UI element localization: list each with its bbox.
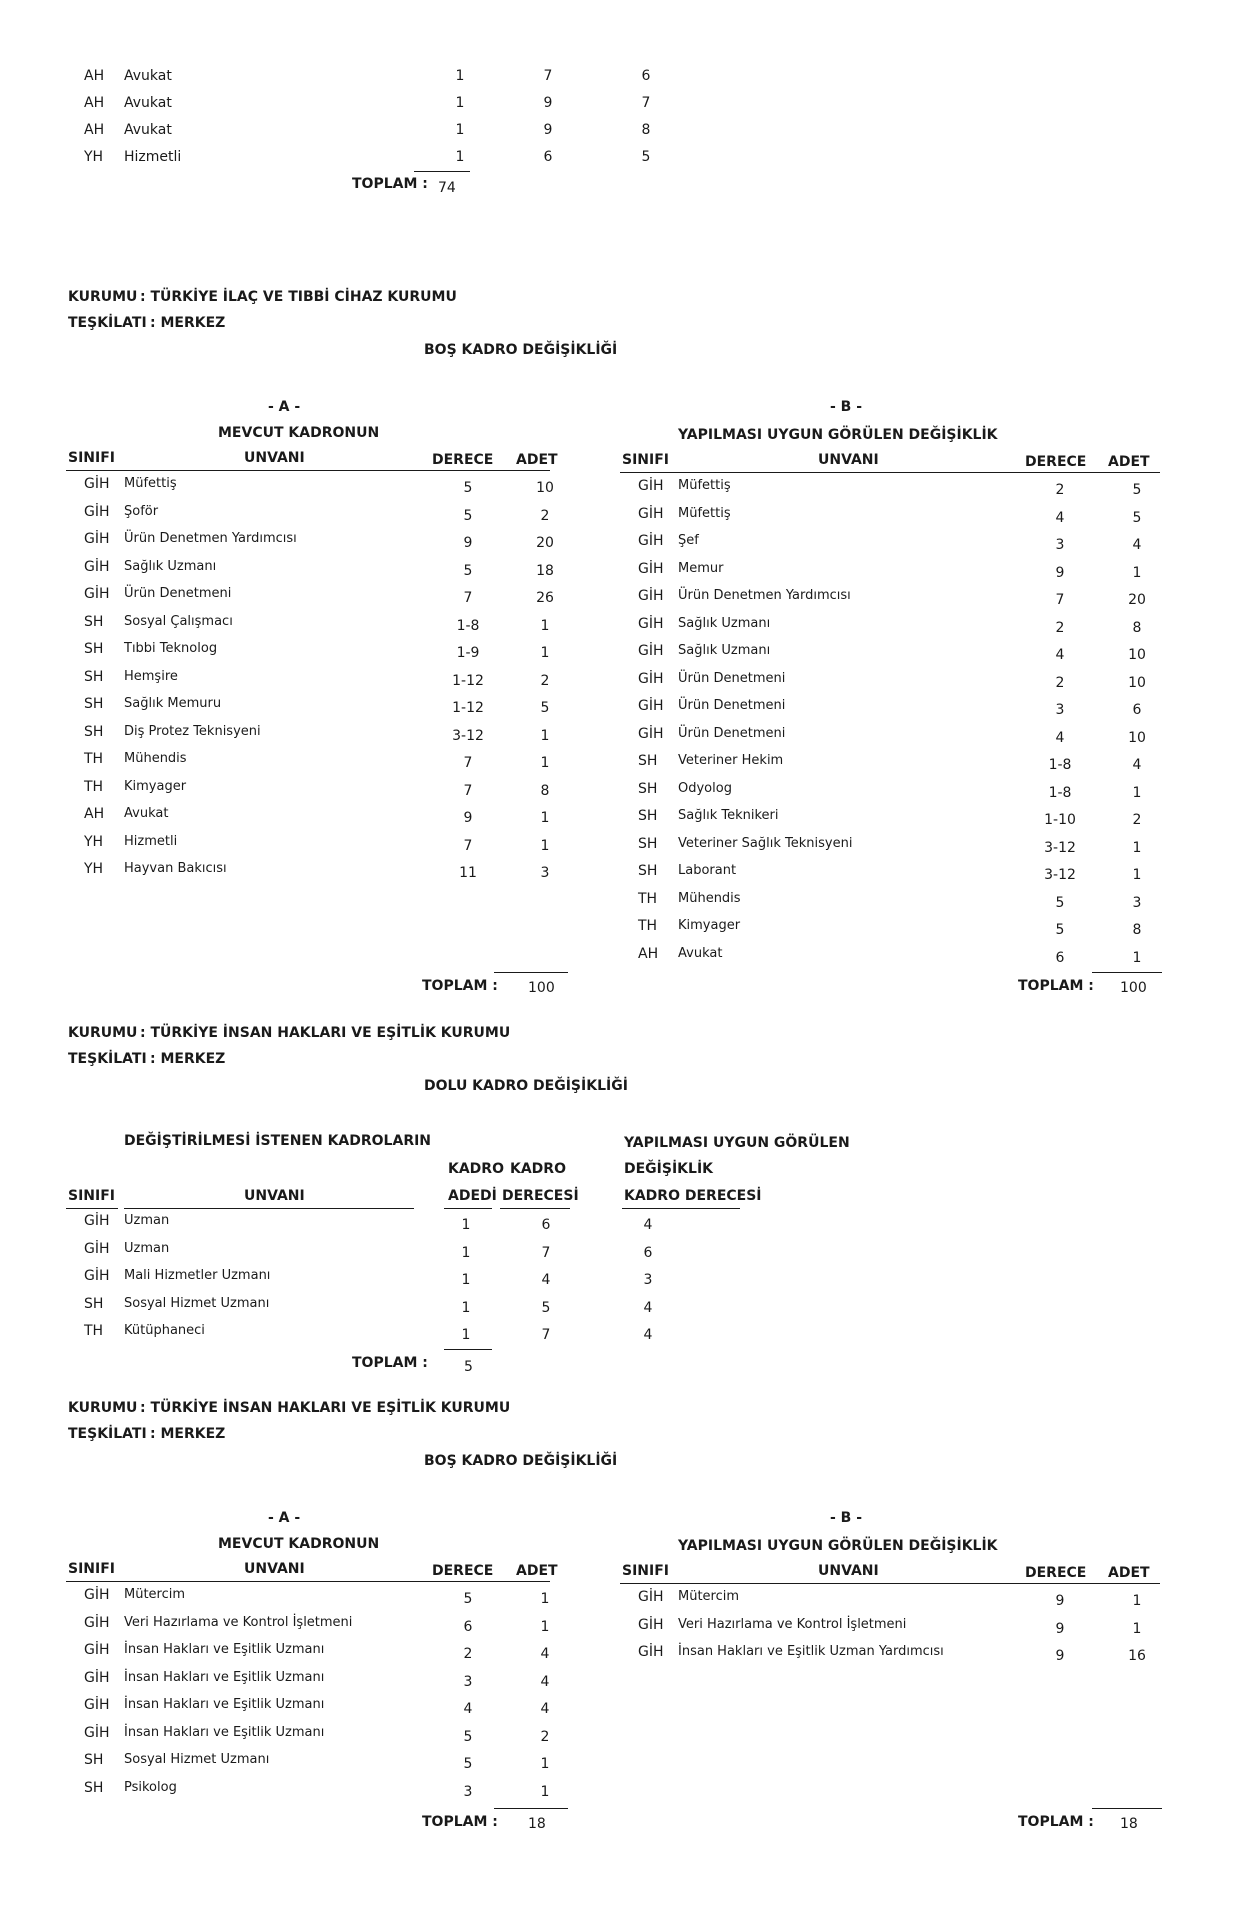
section3-a-row-sinif: GİH (84, 1697, 110, 1713)
section3-b-col-derece: DERECE (1025, 1565, 1087, 1581)
s2-row-yeni: 4 (643, 1217, 653, 1233)
section3-a-row-adet: 1 (540, 1591, 550, 1607)
section3-a-row-adet: 4 (540, 1646, 550, 1662)
section1-a-row-unvan: Müfettiş (124, 476, 177, 491)
section1-a-row-unvan: Sağlık Memuru (124, 696, 222, 711)
section3-a-row-sinif: GİH (84, 1669, 110, 1686)
s2-teskilati-value: : MERKEZ (150, 1051, 226, 1067)
section1-a-row-derece: 1-8 (456, 617, 480, 634)
section1-b-row-unvan: Müfettiş (678, 505, 731, 521)
s1-b-mark: - B - (830, 399, 863, 415)
s1-teskilati-value: : MERKEZ (150, 315, 226, 331)
section1-b-row-derece: 1-8 (1048, 757, 1072, 773)
section3-b-row-unvan: Veri Hazırlama ve Kontrol İşletmeni (678, 1616, 907, 1632)
section3-b-total-value: 18 (1120, 1816, 1138, 1832)
s2-row-adet: 1 (461, 1299, 471, 1316)
section1-b-row-sinif: SH (638, 780, 658, 797)
s1-b-heading: YAPILMASI UYGUN GÖRÜLEN DEĞİŞİKLİK (678, 427, 998, 443)
top-row-unvan: Hizmetli (124, 149, 182, 165)
section1-a-row-unvan: Hemşire (124, 668, 178, 684)
s2-teskilati-label: TEŞKİLATI (68, 1051, 147, 1067)
section1-b-row-derece: 7 (1055, 592, 1065, 608)
s2-header-rule-unvan (124, 1208, 414, 1209)
section3-a-row-adet: 4 (540, 1673, 550, 1690)
section1-b-row-unvan: Müfettiş (678, 478, 731, 493)
section1-b-row-sinif: SH (638, 808, 658, 824)
section3-a-row-sinif: SH (84, 1752, 104, 1768)
section1-b-row-sinif: AH (638, 945, 659, 962)
top-row-sinif: AH (84, 68, 105, 84)
section3-b-row-sinif: GİH (638, 1644, 664, 1660)
s3-a-mark: - A - (268, 1510, 301, 1526)
section1-b-row-adet: 1 (1132, 949, 1142, 966)
s1-title: BOŞ KADRO DEĞİŞİKLİĞİ (424, 342, 618, 358)
section1-a-row-unvan: Diş Protez Teknisyeni (124, 723, 261, 739)
s2-row-derece: 4 (541, 1272, 551, 1288)
section1-b-header-rule (620, 472, 1160, 473)
section1-a-row-derece: 7 (463, 782, 473, 799)
section3-a-row-sinif: GİH (84, 1587, 110, 1603)
s2-row-unvan: Kütüphaneci (124, 1323, 205, 1338)
section3-a-col-derece: DERECE (432, 1563, 494, 1579)
s1-a-mark: - A - (268, 399, 301, 415)
section1-b-row-adet: 1 (1132, 839, 1142, 856)
s2-right-heading-1: YAPILMASI UYGUN GÖRÜLEN (624, 1135, 850, 1151)
section1-b-row-derece: 1-8 (1048, 784, 1072, 801)
section1-b-row-unvan: Sağlık Uzmanı (678, 643, 771, 658)
top-row-sinif: AH (84, 95, 105, 111)
top-total-label: TOPLAM : (352, 176, 428, 192)
section3-a-row-sinif: GİH (84, 1724, 110, 1741)
top-row-c2: 7 (543, 68, 553, 84)
section1-b-row-adet: 10 (1128, 674, 1146, 691)
section1-b-row-derece: 4 (1055, 729, 1065, 746)
section3-b-row-unvan: Mütercim (678, 1589, 740, 1604)
section3-b-row-adet: 1 (1132, 1593, 1142, 1609)
section1-a-row-unvan: Ürün Denetmen Yardımcısı (124, 531, 297, 546)
section3-b-row-sinif: GİH (638, 1589, 664, 1605)
section1-a-row-derece: 1-9 (456, 645, 480, 661)
s3-b-heading: YAPILMASI UYGUN GÖRÜLEN DEĞİŞİKLİK (678, 1538, 998, 1554)
section1-a-row-unvan: Hayvan Bakıcısı (124, 861, 227, 876)
section1-a-row-unvan: Ürün Denetmeni (124, 586, 232, 601)
section1-b-row-adet: 2 (1132, 812, 1142, 828)
section1-a-row-sinif: GİH (84, 558, 110, 575)
section1-b-row-sinif: GİH (638, 725, 664, 742)
section1-b-row-adet: 3 (1132, 894, 1142, 911)
s2-total-label: TOPLAM : (352, 1354, 428, 1371)
section1-a-row-sinif: SH (84, 613, 104, 630)
section3-b-row-derece: 9 (1055, 1648, 1065, 1664)
section3-b-row-unvan: İnsan Hakları ve Eşitlik Uzman Yardımcısı (678, 1644, 944, 1659)
s2-row-adet: 1 (461, 1272, 471, 1288)
s2-title: DOLU KADRO DEĞİŞİKLİĞİ (424, 1078, 628, 1094)
section1-b-row-adet: 20 (1128, 592, 1146, 608)
top-table (0, 68, 1252, 218)
section1-b-row-derece: 9 (1055, 564, 1065, 581)
section3-a-row-derece: 5 (463, 1728, 473, 1745)
section1-b-row-adet: 1 (1132, 564, 1142, 581)
section3-b-row-adet: 16 (1128, 1648, 1146, 1664)
s2-row-derece: 6 (541, 1217, 551, 1233)
section1-b-col-sinif: SINIFI (622, 452, 669, 468)
section1-b-row-adet: 4 (1132, 537, 1142, 553)
section1-b-row-sinif: SH (638, 863, 658, 879)
s2-row-yeni: 4 (643, 1327, 653, 1343)
section3-b-col-sinif: SINIFI (622, 1563, 669, 1579)
section3-a-row-sinif: GİH (84, 1614, 110, 1631)
section1-a-row-derece: 9 (463, 535, 473, 551)
section1-a-row-sinif: SH (84, 668, 104, 685)
section1-a-row-derece: 1-12 (452, 672, 484, 689)
section3-a-row-derece: 4 (463, 1701, 473, 1717)
section3-b-total-rule (1092, 1808, 1162, 1809)
section3-a-row-unvan: Psikolog (124, 1779, 177, 1795)
s2-row-derece: 7 (541, 1244, 551, 1261)
section3-a-row-unvan: İnsan Hakları ve Eşitlik Uzmanı (124, 1724, 325, 1740)
section3-a-row-derece: 3 (463, 1673, 473, 1690)
section1-b-total-label: TOPLAM : (1018, 978, 1094, 994)
section1-b-row-derece: 2 (1055, 482, 1065, 498)
s3-b-table (0, 1563, 1252, 1863)
section1-b-row-derece: 3 (1055, 702, 1065, 718)
s2-row-unvan: Uzman (124, 1240, 170, 1256)
section3-b-row-derece: 9 (1055, 1593, 1065, 1609)
s2-row-derece: 7 (541, 1327, 551, 1343)
s2-right-heading-2: DEĞİŞİKLİK (624, 1161, 714, 1177)
section1-b-row-sinif: GİH (638, 643, 664, 659)
section1-b-row-derece: 6 (1055, 949, 1065, 966)
section1-a-row-derece: 7 (463, 755, 473, 771)
section1-b-row-sinif: SH (638, 753, 658, 769)
section3-b-row-derece: 9 (1055, 1620, 1065, 1637)
section1-b-row-sinif: TH (638, 918, 658, 934)
section3-a-row-derece: 6 (463, 1618, 473, 1635)
s2-left-heading: DEĞİŞTİRİLMESİ İSTENEN KADROLARIN (124, 1133, 432, 1149)
top-total-rule (414, 171, 470, 172)
section3-a-row-unvan: Sosyal Hizmet Uzmanı (124, 1752, 270, 1767)
section1-a-row-derece: 7 (463, 837, 473, 854)
section1-b-row-derece: 2 (1055, 674, 1065, 691)
top-row-c2: 9 (543, 95, 553, 111)
section1-b-row-sinif: GİH (638, 533, 664, 549)
s1-kurumu-value: : TÜRKİYE İLAÇ VE TIBBİ CİHAZ KURUMU (140, 289, 457, 305)
section1-a-row-sinif: AH (84, 806, 105, 822)
section1-b-row-unvan: Sağlık Teknikeri (678, 808, 779, 823)
s3-teskilati-value: : MERKEZ (150, 1426, 226, 1442)
section1-a-row-derece: 7 (463, 590, 473, 606)
section1-b-row-adet: 1 (1132, 784, 1142, 801)
section1-a-row-sinif: GİH (84, 586, 110, 602)
section1-b-row-derece: 4 (1055, 509, 1065, 526)
section1-a-row-adet: 1 (540, 837, 550, 854)
section3-a-row-adet: 1 (540, 1756, 550, 1772)
top-row-unvan: Avukat (124, 95, 172, 111)
top-row-sinif: YH (84, 149, 104, 165)
section3-a-row-adet: 4 (540, 1701, 550, 1717)
section1-b-row-derece: 3 (1055, 537, 1065, 553)
s2-right-col: KADRO DERECESİ (624, 1188, 762, 1204)
section1-b-row-adet: 4 (1132, 757, 1142, 773)
s2-header-rule-adedi (444, 1208, 492, 1209)
section1-a-row-sinif: SH (84, 696, 104, 712)
section1-b-row-adet: 6 (1132, 702, 1142, 718)
section1-a-row-sinif: SH (84, 641, 104, 657)
section1-b-row-sinif: GİH (638, 615, 664, 632)
section1-a-row-adet: 3 (540, 865, 550, 881)
section1-a-row-adet: 8 (540, 782, 550, 799)
section1-a-row-derece: 5 (463, 507, 473, 524)
section3-a-row-adet: 2 (540, 1728, 550, 1745)
s2-total-value: 5 (464, 1358, 473, 1375)
section1-a-total-value: 100 (528, 980, 555, 996)
section1-b-row-adet: 8 (1132, 619, 1142, 636)
s2-row-sinif: GİH (84, 1240, 110, 1257)
section1-b-row-derece: 1-10 (1044, 812, 1076, 828)
section1-b-row-derece: 5 (1055, 894, 1065, 911)
section3-a-row-sinif: SH (84, 1779, 104, 1796)
section1-b-row-unvan: Veteriner Sağlık Teknisyeni (678, 835, 853, 851)
section1-a-row-sinif: GİH (84, 503, 110, 520)
section3-a-row-derece: 5 (463, 1591, 473, 1607)
section1-b-total-value: 100 (1120, 980, 1147, 996)
top-row-c3: 5 (641, 149, 651, 165)
section1-b-col-unvan: UNVANI (818, 452, 879, 468)
section3-a-row-unvan: İnsan Hakları ve Eşitlik Uzmanı (124, 1642, 325, 1657)
section1-a-row-adet: 2 (540, 672, 550, 689)
section1-a-row-sinif: GİH (84, 531, 110, 547)
section1-a-row-adet: 1 (540, 727, 550, 744)
s2-col-sinif: SINIFI (68, 1188, 115, 1204)
top-row-c1: 1 (455, 149, 465, 165)
section1-a-row-sinif: TH (84, 778, 104, 795)
top-row-c1: 1 (455, 95, 465, 111)
section1-a-row-adet: 26 (536, 590, 554, 606)
section1-a-row-adet: 5 (540, 700, 550, 716)
section1-a-row-unvan: Sağlık Uzmanı (124, 558, 217, 574)
top-row-c2: 6 (543, 149, 553, 165)
section1-a-row-unvan: Şoför (124, 503, 159, 519)
section1-b-row-unvan: Ürün Denetmen Yardımcısı (678, 588, 851, 603)
section1-a-row-sinif: TH (84, 751, 104, 767)
top-row-unvan: Avukat (124, 122, 172, 138)
section1-b-row-unvan: Memur (678, 560, 724, 576)
s2-row-derece: 5 (541, 1299, 551, 1316)
section1-b-row-unvan: Laborant (678, 863, 737, 878)
section1-a-row-adet: 2 (540, 507, 550, 524)
s2-row-yeni: 6 (643, 1244, 653, 1261)
s2-total-rule (444, 1349, 492, 1350)
section1-b-row-derece: 3-12 (1044, 839, 1076, 856)
s2-row-sinif: GİH (84, 1213, 110, 1229)
s2-row-adet: 1 (461, 1327, 471, 1343)
section3-a-row-sinif: GİH (84, 1642, 110, 1658)
section1-a-row-unvan: Sosyal Çalışmacı (124, 613, 233, 629)
section1-a-row-unvan: Tıbbi Teknolog (124, 641, 218, 656)
s2-col-adedi: ADEDİ (448, 1188, 497, 1204)
s2-header-rule-derecesi (500, 1208, 570, 1209)
s2-kurumu-label: KURUMU (68, 1025, 138, 1041)
section3-a-row-adet: 1 (540, 1618, 550, 1635)
top-row-c3: 6 (641, 68, 651, 84)
section1-a-col-unvan: UNVANI (244, 450, 305, 466)
section3-a-row-derece: 2 (463, 1646, 473, 1662)
section1-a-row-sinif: SH (84, 723, 104, 740)
section1-b-row-derece: 5 (1055, 922, 1065, 938)
section3-b-row-sinif: GİH (638, 1616, 664, 1633)
s2-col-derecesi: DERECESİ (502, 1188, 579, 1204)
section3-b-row-adet: 1 (1132, 1620, 1142, 1637)
section3-b-col-unvan: UNVANI (818, 1563, 879, 1579)
section3-a-total-value: 18 (528, 1816, 546, 1832)
section1-b-row-adet: 10 (1128, 647, 1146, 663)
section1-a-row-adet: 1 (540, 645, 550, 661)
section1-a-row-adet: 18 (536, 562, 554, 579)
section1-a-col-adet: ADET (516, 452, 558, 468)
section1-a-row-adet: 1 (540, 755, 550, 771)
section1-b-row-adet: 8 (1132, 922, 1142, 938)
s1-a-heading: MEVCUT KADRONUN (218, 425, 380, 441)
s2-col-kadro2: KADRO (510, 1161, 566, 1177)
section1-b-row-adet: 10 (1128, 729, 1146, 746)
section1-b-row-unvan: Veteriner Hekim (678, 753, 784, 768)
section1-b-col-derece: DERECE (1025, 454, 1087, 470)
section1-a-row-derece: 9 (463, 810, 473, 826)
s2-row-adet: 1 (461, 1217, 471, 1233)
s2-kurumu-value: : TÜRKİYE İNSAN HAKLARI VE EŞİTLİK KURUMU (140, 1025, 511, 1041)
section1-a-row-derece: 11 (459, 865, 477, 881)
section1-a-row-adet: 1 (540, 617, 550, 634)
section1-b-row-unvan: Kimyager (678, 918, 741, 933)
section3-a-col-adet: ADET (516, 1563, 558, 1579)
section1-b-row-sinif: GİH (638, 670, 664, 687)
s3-kurumu-value: : TÜRKİYE İNSAN HAKLARI VE EŞİTLİK KURUMU (140, 1400, 511, 1416)
section1-b-row-unvan: Şef (678, 533, 699, 548)
s3-title: BOŞ KADRO DEĞİŞİKLİĞİ (424, 1453, 618, 1469)
top-row-c1: 1 (455, 122, 465, 138)
section3-a-row-unvan: İnsan Hakları ve Eşitlik Uzmanı (124, 1697, 325, 1712)
s1-kurumu-label: KURUMU (68, 289, 138, 305)
section1-b-row-adet: 5 (1132, 509, 1142, 526)
section1-b-row-unvan: Mühendis (678, 890, 741, 906)
section1-b-row-unvan: Ürün Denetmeni (678, 725, 786, 741)
section1-a-row-adet: 20 (536, 535, 554, 551)
top-total-value: 74 (438, 180, 456, 196)
s3-a-heading: MEVCUT KADRONUN (218, 1536, 380, 1552)
section1-b-row-unvan: Odyolog (678, 780, 732, 796)
section1-b-row-sinif: TH (638, 890, 658, 907)
s2-header-rule-left (66, 1208, 118, 1209)
s2-row-sinif: GİH (84, 1268, 110, 1284)
section1-a-row-unvan: Kimyager (124, 778, 187, 794)
s2-row-unvan: Uzman (124, 1213, 170, 1228)
section1-b-row-unvan: Ürün Denetmeni (678, 698, 786, 713)
section1-a-col-sinif: SINIFI (68, 450, 115, 466)
s2-row-adet: 1 (461, 1244, 471, 1261)
s3-kurumu-label: KURUMU (68, 1400, 138, 1416)
s1-b-table (0, 452, 1252, 1002)
section1-b-row-sinif: GİH (638, 698, 664, 714)
section1-a-row-sinif: YH (84, 833, 104, 850)
section1-a-row-sinif: YH (84, 861, 104, 877)
top-row-c3: 8 (641, 122, 651, 138)
section1-a-row-derece: 5 (463, 562, 473, 579)
section1-a-row-derece: 1-12 (452, 700, 484, 716)
section1-b-row-derece: 2 (1055, 619, 1065, 636)
section1-a-row-unvan: Hizmetli (124, 833, 178, 849)
s2-row-sinif: SH (84, 1295, 104, 1312)
section1-a-col-derece: DERECE (432, 452, 494, 468)
section3-a-row-derece: 5 (463, 1756, 473, 1772)
section1-a-row-derece: 3-12 (452, 727, 484, 744)
section1-b-col-adet: ADET (1108, 454, 1150, 470)
section1-b-row-sinif: SH (638, 835, 658, 852)
top-row-c3: 7 (641, 95, 651, 111)
section1-b-row-adet: 1 (1132, 867, 1142, 883)
s2-row-yeni: 4 (643, 1299, 653, 1316)
section3-a-col-unvan: UNVANI (244, 1561, 305, 1577)
s2-table (0, 1213, 1252, 1393)
s2-col-unvan: UNVANI (244, 1188, 305, 1204)
section1-a-row-unvan: Mühendis (124, 751, 187, 766)
section1-b-row-sinif: GİH (638, 505, 664, 522)
section3-b-total-label: TOPLAM : (1018, 1814, 1094, 1830)
section1-a-total-label: TOPLAM : (422, 978, 498, 994)
section3-a-col-sinif: SINIFI (68, 1561, 115, 1577)
section1-b-row-unvan: Avukat (678, 945, 723, 961)
top-row-c1: 1 (455, 68, 465, 84)
section1-a-row-adet: 1 (540, 810, 550, 826)
s3-teskilati-label: TEŞKİLATI (68, 1426, 147, 1442)
section3-a-row-unvan: Veri Hazırlama ve Kontrol İşletmeni (124, 1614, 353, 1630)
section1-b-row-unvan: Sağlık Uzmanı (678, 615, 771, 631)
section1-a-row-derece: 5 (463, 480, 473, 496)
section1-b-row-sinif: GİH (638, 478, 664, 494)
section3-b-col-adet: ADET (1108, 1565, 1150, 1581)
top-row-sinif: AH (84, 122, 105, 138)
section1-a-row-adet: 10 (536, 480, 554, 496)
s2-row-unvan: Mali Hizmetler Uzmanı (124, 1268, 271, 1283)
section1-b-total-rule (1092, 972, 1162, 973)
section1-a-row-sinif: GİH (84, 476, 110, 492)
s2-header-rule-right (622, 1208, 740, 1209)
s2-row-yeni: 3 (643, 1272, 653, 1288)
s2-col-kadro1: KADRO (448, 1161, 504, 1177)
s2-row-unvan: Sosyal Hizmet Uzmanı (124, 1295, 270, 1311)
section3-b-header-rule (620, 1583, 1160, 1584)
s1-teskilati-label: TEŞKİLATI (68, 315, 147, 331)
section1-b-row-adet: 5 (1132, 482, 1142, 498)
s3-b-mark: - B - (830, 1510, 863, 1526)
section3-a-row-adet: 1 (540, 1783, 550, 1800)
section3-a-row-unvan: Mütercim (124, 1587, 186, 1602)
section3-a-row-unvan: İnsan Hakları ve Eşitlik Uzmanı (124, 1669, 325, 1685)
section1-b-row-unvan: Ürün Denetmeni (678, 670, 786, 686)
section1-b-row-derece: 4 (1055, 647, 1065, 663)
section1-b-row-sinif: GİH (638, 588, 664, 604)
s2-row-sinif: TH (84, 1323, 104, 1339)
section3-a-total-label: TOPLAM : (422, 1814, 498, 1830)
top-row-unvan: Avukat (124, 68, 172, 84)
top-row-c2: 9 (543, 122, 553, 138)
section3-a-row-derece: 3 (463, 1783, 473, 1800)
section1-b-row-derece: 3-12 (1044, 867, 1076, 883)
section1-b-row-sinif: GİH (638, 560, 664, 577)
section1-a-row-unvan: Avukat (124, 806, 169, 821)
